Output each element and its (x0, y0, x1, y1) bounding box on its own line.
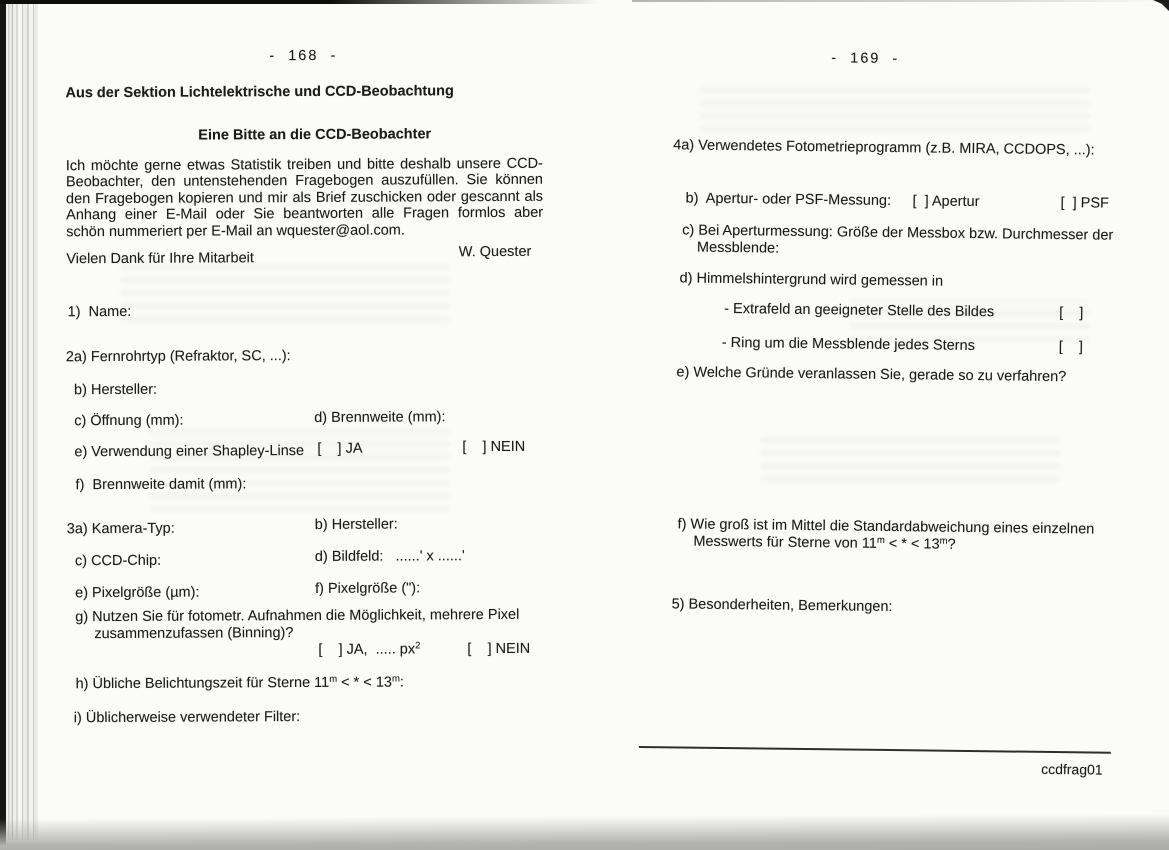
option-4d-ring: - Ring um die Messblende jedes Sterns (721, 334, 975, 355)
checkbox-3g-ja-text: [ ] JA, ..... px (318, 641, 416, 658)
checkbox-4b-psf: [ ] PSF (1060, 195, 1109, 212)
question-3i-filter: i) Üblicherweise verwendeter Filter: (73, 709, 301, 727)
checkbox-4d-extrafeld: [ ] (1059, 305, 1084, 322)
checkbox-3g-nein: [ ] NEIN (467, 640, 531, 658)
question-3c-ccd-chip: c) CCD-Chip: (74, 552, 162, 570)
question-4e-reasons: e) Welche Gründe veranlassen Sie, gerade so zu verfahren? (676, 364, 1067, 386)
question-3e-pixel-size-um: e) Pixelgröße (µm): (75, 584, 200, 602)
checkbox-3g-ja (318, 641, 420, 658)
question-3g-binning-line2: zusammenzufassen (Binning)? (94, 625, 294, 643)
question-2d-focal-length: d) Brennweite (mm): (314, 409, 446, 426)
checkbox-2e-nein: [ ] NEIN (462, 438, 526, 456)
question-5-remarks: 5) Besonderheiten, Bemerkungen: (671, 596, 893, 616)
question-3h-sup2: m (391, 673, 400, 685)
question-1-name: 1) Name: (67, 303, 132, 321)
question-3h-pre: h) Übliche Belichtungszeit für Sterne 11 (75, 674, 330, 693)
question-3h-exposure-time (76, 674, 404, 692)
book-page-edges (6, 0, 38, 840)
footer-divider (639, 746, 1111, 754)
question-3a-camera-type: 3a) Kamera-Typ: (66, 520, 175, 538)
form-title: Eine Bitte an die CCD-Beobachter (198, 126, 432, 144)
question-3f-pixel-size-arcsec: f) Pixelgröße ("): (315, 580, 421, 597)
scan-bottom-shadow (0, 813, 1169, 850)
question-4c-messbox-line2: Messblende: (696, 239, 780, 257)
section-heading: Aus der Sektion Lichtelektrische und CCD-Beobachtung (65, 83, 454, 102)
question-2a-telescope-type: 2a) Fernrohrtyp (Refraktor, SC, ...): (65, 348, 291, 366)
question-4d-sky-background: d) Himmelshintergrund wird gemessen in (679, 270, 944, 290)
question-3h-mid: < * < 13 (337, 674, 392, 691)
question-4f-stddev-line1: f) Wie groß ist im Mittel die Standardabweichung eines einzelnen (677, 516, 1095, 538)
question-4f-mid: < * < 13 (884, 535, 940, 553)
checkbox-4b-apertur: [ ] Apertur (912, 193, 980, 211)
question-4a-photometry-program: 4a) Verwendetes Fotometrieprogramm (z.B. MIRA, CCDOPS, ...): (673, 137, 1095, 159)
page-number-left: - 168 - (269, 47, 338, 65)
question-4f-post: ? (947, 536, 956, 553)
footer-tag: ccdfrag01 (1041, 760, 1103, 778)
question-4b-aperture-psf: b) Apertur- oder PSF-Messung: (685, 190, 892, 209)
question-2b-manufacturer: b) Hersteller: (73, 381, 158, 399)
checkbox-4d-ring: [ ] (1058, 339, 1084, 356)
intro-paragraph: Ich möchte gerne etwas Statistik treiben und bitte deshalb unsere CCD-Beobachter, den untenstehenden Fragebogen auszufüllen. Sie können den Fragebogen kopieren und mir als Brief zuschicken oder gescannt als Anhang einer E-Mail oder Sie beantworten alle Fragen formlos aber schön nummeriert per E-Mail an wquester@aol.com. (65, 155, 544, 240)
question-3h-sup1: m (329, 673, 338, 685)
right-page (638, 0, 1120, 850)
signature: W. Quester (458, 243, 532, 261)
question-3h-post: : (399, 674, 404, 691)
question-4f-pre: Messwerts für Sterne von 11 (693, 533, 877, 552)
checkbox-2e-ja: [ ] JA (317, 440, 363, 457)
left-page (64, 0, 546, 850)
question-2c-aperture: c) Öffnung (mm): (74, 412, 184, 430)
question-3d-field-of-view: d) Bildfeld: ......' x ......' (314, 548, 465, 565)
question-2f-focal-length-with: f) Brennweite damit (mm): (75, 476, 247, 494)
page-number-right: - 169 - (831, 50, 900, 68)
question-3b-manufacturer: b) Hersteller: (314, 516, 398, 533)
question-4f-stddev-line2 (693, 534, 955, 553)
checkbox-3g-ja-sup: 2 (415, 640, 421, 652)
question-4f-sup1: m (876, 534, 885, 546)
question-4c-messbox-line1: c) Bei Aperturmessung: Größe der Messbox bzw. Durchmesser der (682, 222, 1114, 244)
question-4f-sup2: m (939, 535, 948, 547)
question-3g-binning-line1: g) Nutzen Sie für fotometr. Aufnahmen die Möglichkeit, mehrere Pixel (75, 606, 520, 626)
question-2e-shapley-lens: e) Verwendung einer Shapley-Linse (74, 443, 305, 461)
thanks-text: Vielen Dank für Ihre Mitarbeit (66, 250, 254, 268)
option-4d-extrafeld: - Extrafeld an geeigneter Stelle des Bildes (724, 300, 995, 321)
